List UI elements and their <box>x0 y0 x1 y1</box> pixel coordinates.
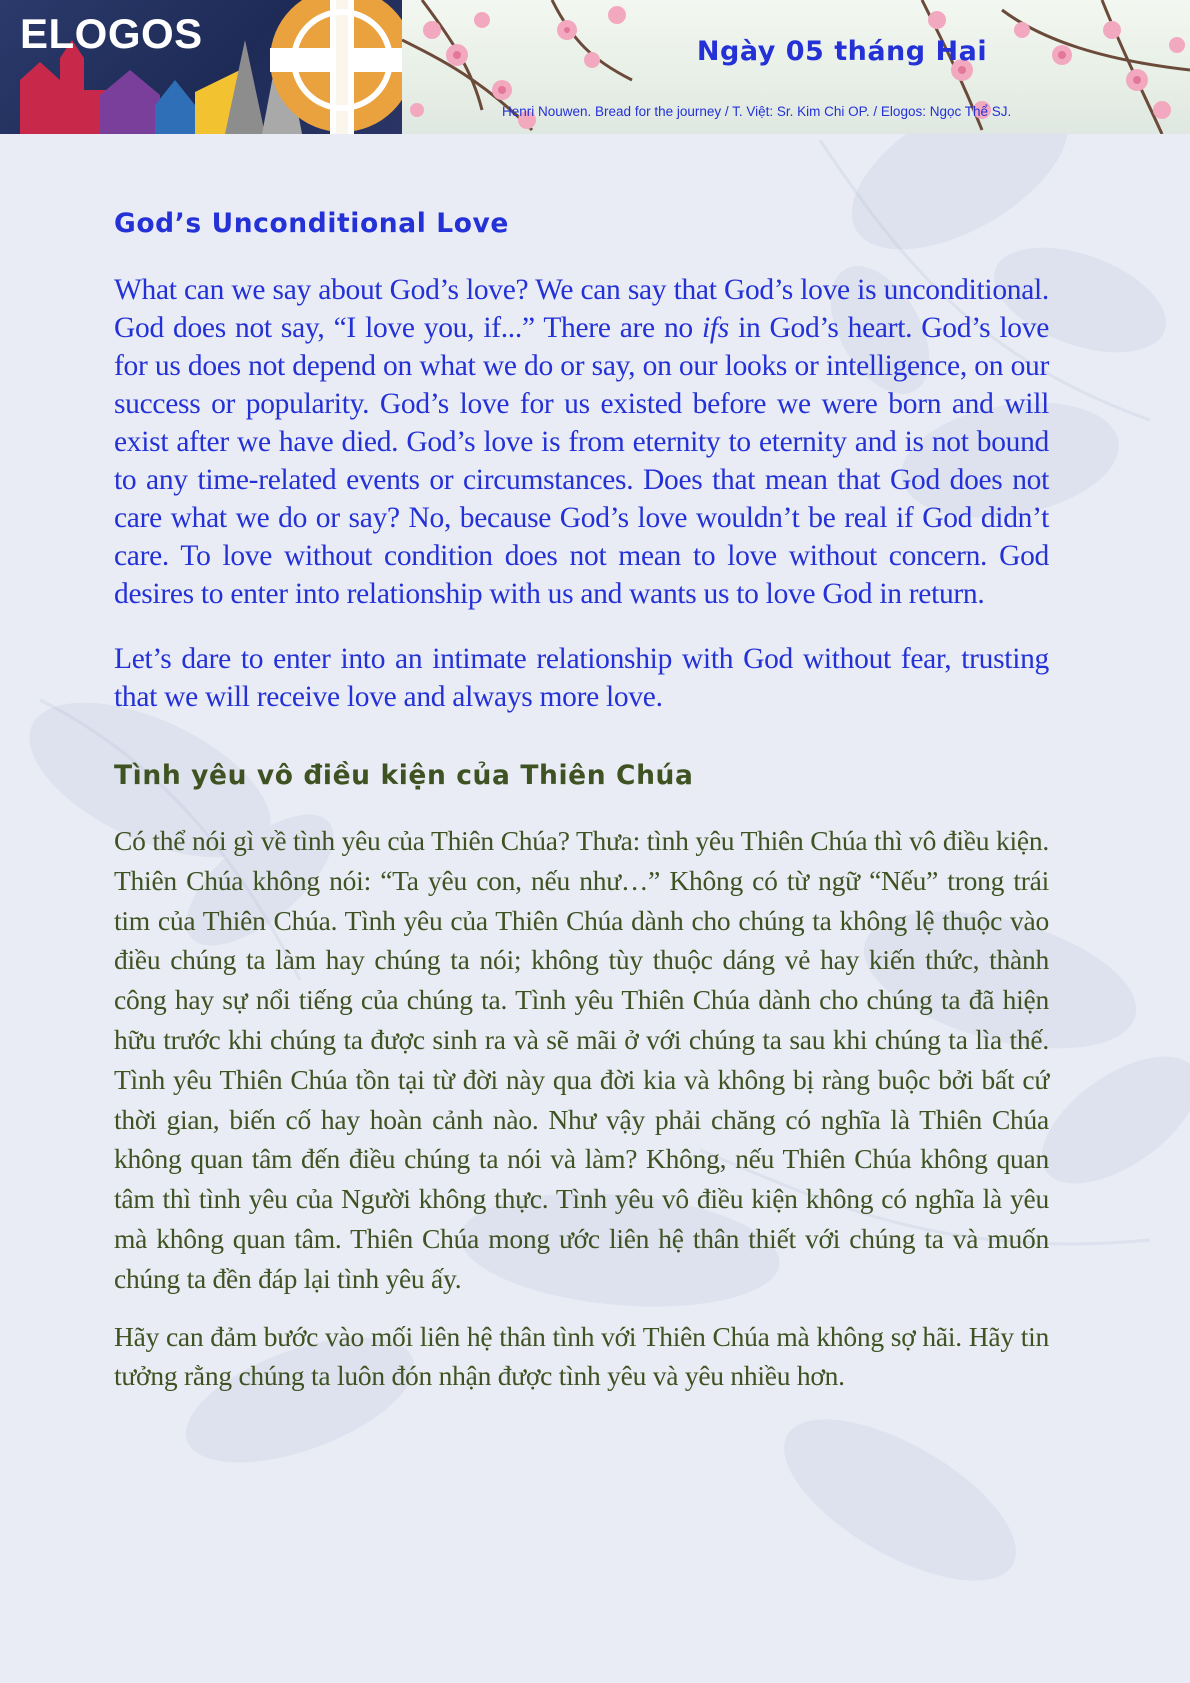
english-paragraph-1-italic: ifs <box>701 312 729 344</box>
reading-date: Ngày 05 tháng Hai <box>696 36 988 67</box>
english-title: God’s Unconditional Love <box>114 208 509 239</box>
header-banner <box>0 0 1190 134</box>
cherry-blossom-banner <box>402 0 1190 134</box>
english-paragraph-1-text-b: in God’s heart. God’s love for us does not depend on what we do or say, on our looks or intelligence, on our success or popularity. God’s love for us existed before we were born and will exist after we have died. God’s love is from eternity to eternity and is not bound to any time-related events or circumstances. Does that mean that God does not care what we do or say? No, because God’s love wouldn’t be real if God didn’t care. To love without condition does not mean to love without concern. God desires to enter into relationship with us and wants us to love God in return. <box>114 312 1049 610</box>
vietnamese-paragraph-1: Có thể nói gì về tình yêu của Thiên Chúa? Thưa: tình yêu Thiên Chúa thì vô điều kiện. Thiên Chúa không nói: “Ta yêu con, nếu như…” Không có từ ngữ “Nếu” trong trái tim của Thiên Chúa. Tình yêu của Thiên Chúa dành cho chúng ta không lệ thuộc vào điều chúng ta làm hay chúng ta nói; không tùy thuộc dáng vẻ hay kiến thức, thành công hay sự nổi tiếng của chúng ta. Tình yêu Thiên Chúa dành cho chúng ta đã hiện hữu trước khi chúng ta được sinh ra và sẽ mãi ở với chúng ta sau khi chúng ta lìa thế. Tình yêu Thiên Chúa tồn tại từ đời này qua đời kia và không bị ràng buộc bởi bất cứ thời gian, biến cố hay hoàn cảnh nào. Như vậy phải chăng có nghĩa là Thiên Chúa không quan tâm đến điều chúng ta nói và làm? Không, nếu Thiên Chúa không quan tâm thì tình yêu của Người không thực. Tình yêu vô điều kiện không có nghĩa là yêu mà không quan tâm. Thiên Chúa mong ước liên hệ thân thiết với chúng ta và muốn chúng ta đền đáp lại tình yêu ấy. <box>114 825 1049 1294</box>
vietnamese-paragraph-2: Hãy can đảm bước vào mối liên hệ thân tình với Thiên Chúa mà không sợ hãi. Hãy tin tưởng rằng chúng ta luôn đón nhận được tình yêu và yêu nhiều hơn. <box>114 1320 1049 1392</box>
vietnamese-title: Tình yêu vô điều kiện của Thiên Chúa <box>114 760 694 791</box>
source-credit: Henri Nouwen. Bread for the journey / T. Việt: Sr. Kim Chi OP. / Elogos: Ngọc Thể SJ. <box>502 104 1012 119</box>
elogos-logo <box>0 0 402 134</box>
english-paragraph-1 <box>114 271 1049 613</box>
reflection-content <box>114 208 1049 1396</box>
english-paragraph-2: Let’s dare to enter into an intimate relationship with God without fear, trusting that we will receive love and always more love. <box>114 643 1049 713</box>
english-paragraph-1-text-a: What can we say about God’s love? We can say that God’s love is unconditional. God does not say, “I love you, if...” There are no <box>114 274 1049 344</box>
logo-text: ELOGOS <box>20 10 203 57</box>
